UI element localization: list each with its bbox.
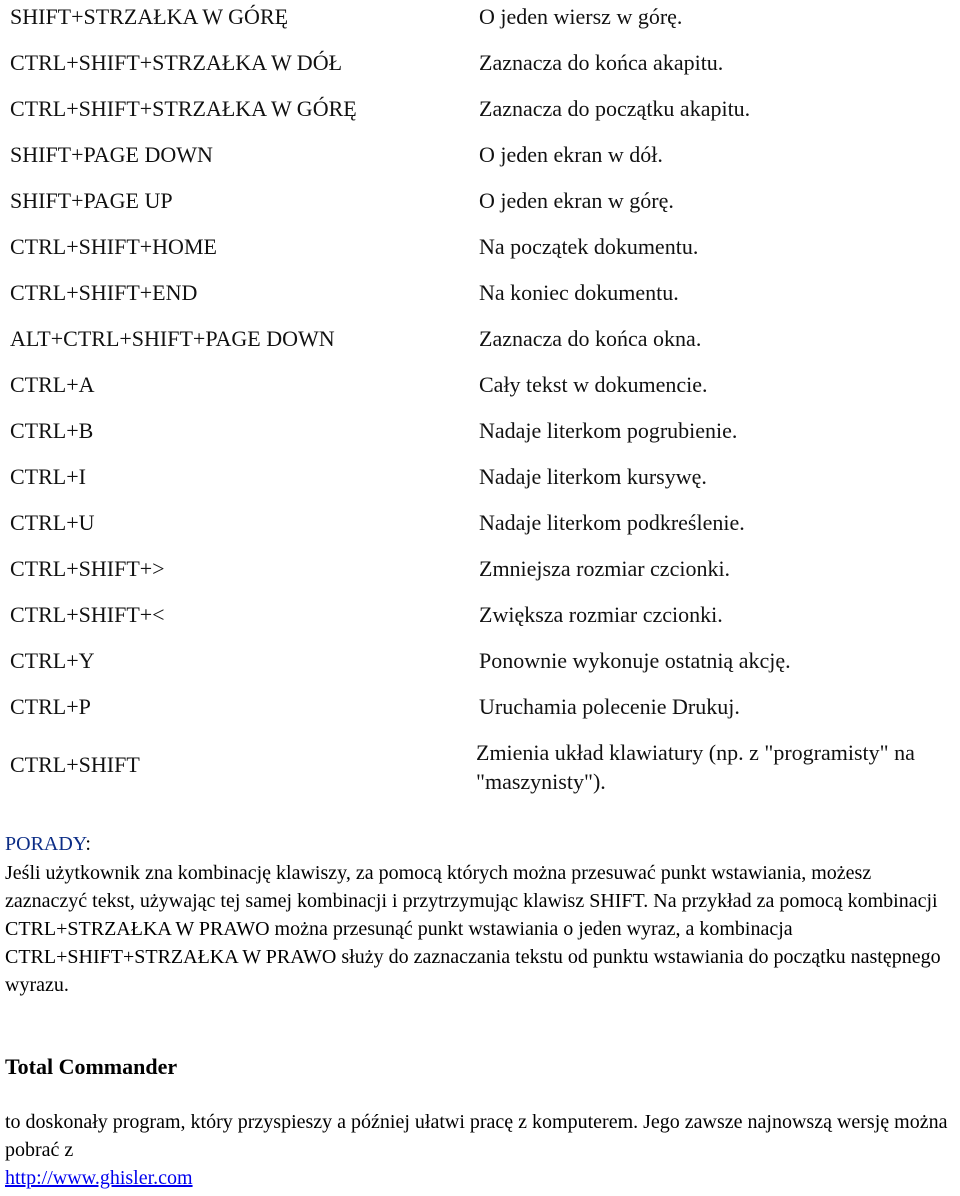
shortcut-description: Ponownie wykonuje ostatnią akcję. — [479, 648, 791, 673]
shortcut-row — [0, 186, 960, 232]
shortcut-description: O jeden ekran w dół. — [479, 142, 663, 167]
shortcut-description: Nadaje literkom podkreślenie. — [479, 510, 745, 535]
shortcut-key: ALT+CTRL+SHIFT+PAGE DOWN — [10, 326, 335, 351]
shortcut-row — [0, 232, 960, 278]
shortcut-row — [0, 416, 960, 462]
shortcut-row — [0, 278, 960, 324]
shortcut-description: Zaznacza do końca okna. — [479, 326, 702, 351]
shortcut-key: CTRL+I — [10, 464, 86, 489]
shortcut-row — [0, 646, 960, 692]
tips-heading-colon: : — [85, 833, 91, 855]
tips-section — [5, 829, 955, 999]
shortcut-key: CTRL+P — [10, 694, 91, 719]
shortcut-key: SHIFT+PAGE UP — [10, 188, 173, 213]
shortcut-description: Zwiększa rozmiar czcionki. — [479, 602, 723, 627]
total-commander-body: to doskonały program, który przyspieszy a później ułatwi pracę z komputerem. Jego zawsze najnowszą wersję można pobrać z — [5, 1111, 948, 1161]
shortcut-row — [0, 692, 960, 738]
shortcut-description: O jeden wiersz w górę. — [479, 4, 683, 29]
shortcut-key: SHIFT+STRZAŁKA W GÓRĘ — [10, 4, 289, 29]
shortcut-row — [0, 600, 960, 646]
total-commander-title: Total Commander — [5, 1054, 178, 1079]
tips-heading — [5, 829, 955, 859]
shortcut-key: CTRL+SHIFT+HOME — [10, 234, 217, 259]
ghisler-link[interactable]: http://www.ghisler.com — [5, 1167, 193, 1189]
shortcut-row — [0, 2, 960, 48]
shortcut-row — [0, 370, 960, 416]
shortcut-description: Zaznacza do początku akapitu. — [479, 96, 751, 121]
shortcut-description: Cały tekst w dokumencie. — [479, 372, 708, 397]
shortcut-row — [0, 508, 960, 554]
shortcut-description: Zaznacza do końca akapitu. — [479, 50, 724, 75]
shortcut-description: Zmienia układ klawiatury (np. z "programisty" na "maszynisty"). — [476, 740, 915, 794]
shortcut-key: CTRL+SHIFT+END — [10, 280, 198, 305]
tips-body: Jeśli użytkownik zna kombinację klawiszy, za pomocą których można przesuwać punkt wstawiania, możesz zaznaczyć tekst, używając tej samej kombinacji i przytrzymując klawisz SHIFT. Na przykład za pomocą kombinacji CTRL+STRZAŁKA W PRAWO można przesunąć punkt wstawiania o jeden wyraz, a kombinacja CTRL+SHIFT+STRZAŁKA W PRAWO służy do zaznaczania tekstu od punktu wstawiania do początku następnego wyrazu. — [5, 862, 941, 996]
shortcut-row — [0, 94, 960, 140]
shortcut-key: CTRL+A — [10, 372, 95, 397]
shortcut-description: Na początek dokumentu. — [479, 234, 699, 259]
shortcut-row — [0, 140, 960, 186]
shortcut-key: CTRL+SHIFT+STRZAŁKA W DÓŁ — [10, 50, 343, 75]
total-commander-section — [5, 1108, 955, 1192]
shortcut-key: CTRL+SHIFT+> — [10, 556, 165, 581]
shortcut-description: O jeden ekran w górę. — [479, 188, 674, 213]
shortcut-key: CTRL+SHIFT+STRZAŁKA W GÓRĘ — [10, 96, 357, 121]
shortcut-key: CTRL+B — [10, 418, 94, 443]
shortcut-description: Uruchamia polecenie Drukuj. — [479, 694, 740, 719]
shortcut-description: Nadaje literkom pogrubienie. — [479, 418, 738, 443]
shortcut-key: CTRL+U — [10, 510, 95, 535]
shortcut-key: CTRL+Y — [10, 648, 95, 673]
shortcut-description: Zmniejsza rozmiar czcionki. — [479, 556, 731, 581]
shortcut-description: Nadaje literkom kursywę. — [479, 464, 707, 489]
shortcut-row — [0, 48, 960, 94]
shortcut-key: CTRL+SHIFT — [10, 752, 140, 777]
shortcut-row — [0, 738, 960, 800]
tips-heading-label: PORADY — [5, 833, 86, 855]
shortcut-row — [0, 554, 960, 600]
shortcut-row — [0, 324, 960, 370]
shortcut-row — [0, 462, 960, 508]
shortcut-description: Na koniec dokumentu. — [479, 280, 679, 305]
shortcut-key: SHIFT+PAGE DOWN — [10, 142, 213, 167]
shortcut-key: CTRL+SHIFT+< — [10, 602, 165, 627]
